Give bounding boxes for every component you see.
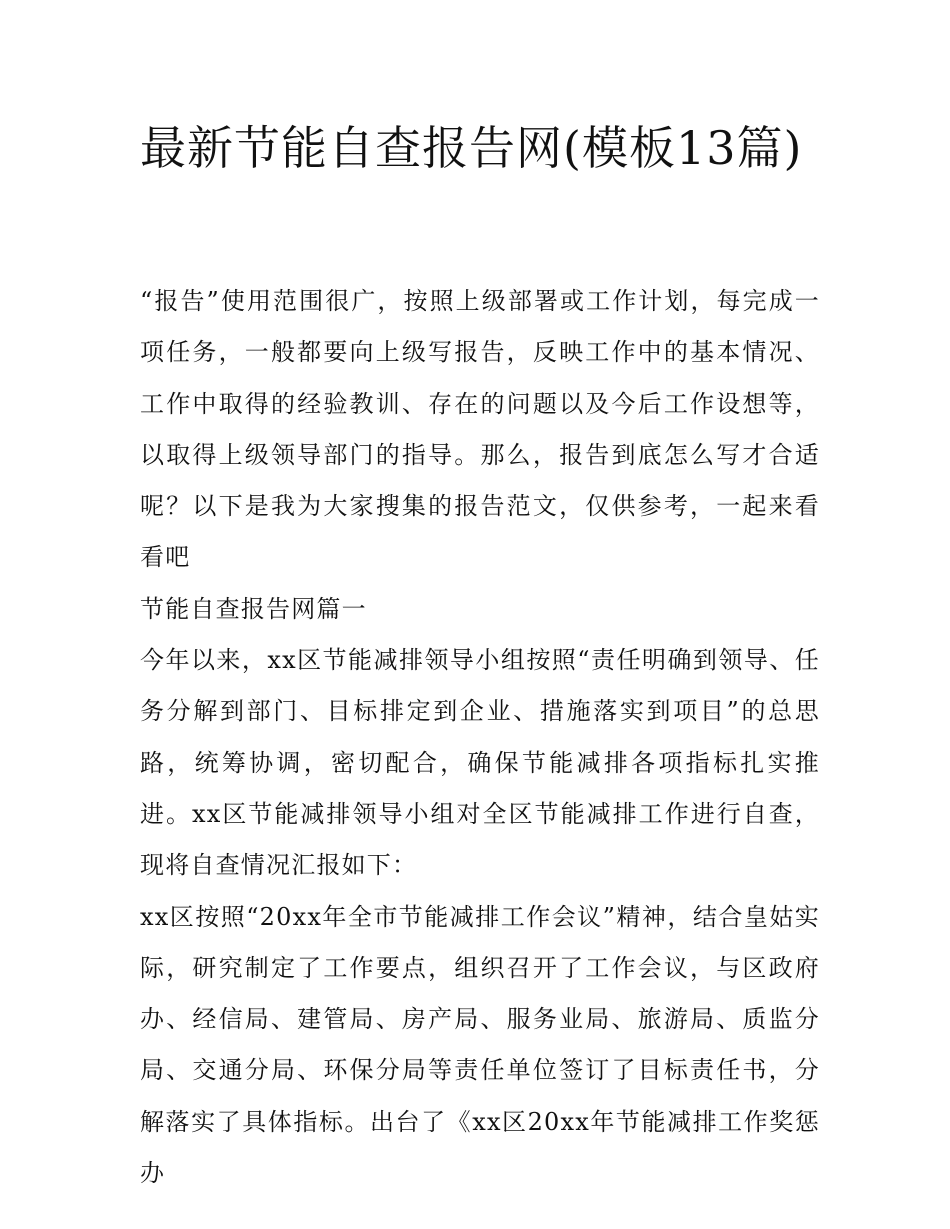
body-paragraph: xx区按照“20xx年全市节能减排工作会议”精神，结合皇姑实际，研究制定了工作要点，组织召开了工作会议，与区政府办、经信局、建管局、房产局、服务业局、旅游局、质监分局、交通分局、环保分局等责任单位签订了目标责任书，分解落实了具体指标。出台了《xx区20xx年节能减排工作奖惩办: [140, 902, 820, 1188]
document-body: [140, 276, 820, 1199]
section-heading: 节能自查报告网篇一: [140, 594, 367, 623]
document-title: 最新节能自查报告网(模板13篇): [140, 121, 803, 175]
body-paragraph: 今年以来，xx区节能减排领导小组按照“责任明确到领导、任务分解到部门、目标排定到企业、措施落实到项目”的总思路，统筹协调，密切配合，确保节能减排各项指标扎实推进。xx区节能减排领导小组对全区节能减排工作进行自查，现将自查情况汇报如下：: [140, 646, 820, 880]
intro-paragraph: “报告”使用范围很广，按照上级部署或工作计划，每完成一项任务，一般都要向上级写报告，反映工作中的基本情况、工作中取得的经验教训、存在的问题以及今后工作设想等，以取得上级领导部门的指导。那么，报告到底怎么写才合适呢？以下是我为大家搜集的报告范文，仅供参考，一起来看看吧: [140, 287, 820, 572]
